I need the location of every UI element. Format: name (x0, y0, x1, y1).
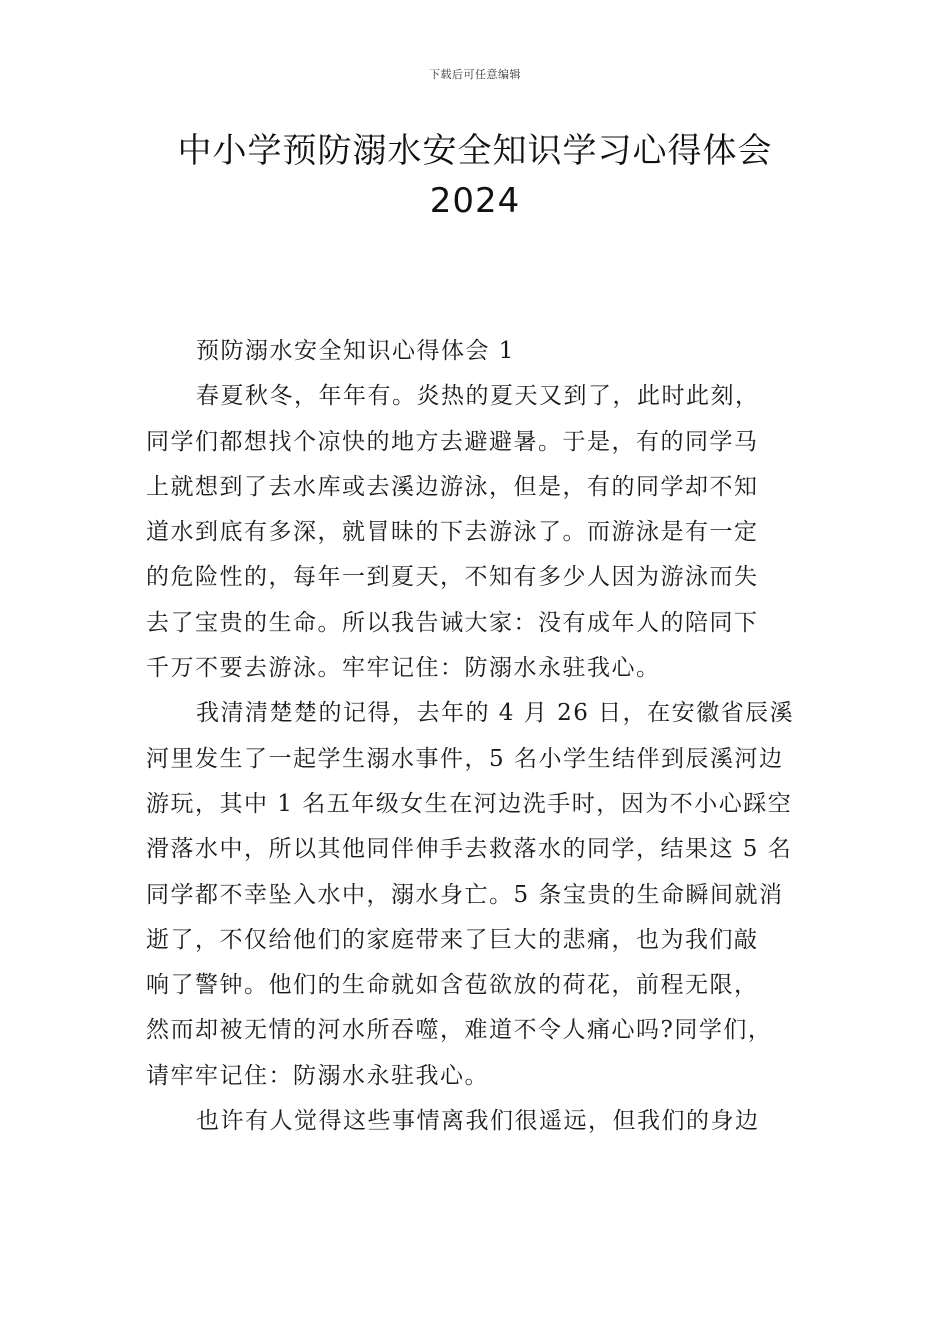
title-line: 中小学预防溺水安全知识学习心得体会 (177, 131, 773, 171)
header-note: 下载后可任意编辑 (429, 68, 521, 81)
text-line: 河里发生了一起学生溺水事件，5 名小学生结伴到辰溪河边 (146, 745, 784, 772)
text-line: 道水到底有多深，就冒昧的下去游泳了。而游泳是有一定 (146, 519, 759, 546)
section-heading: 预防溺水安全知识心得体会 1 (196, 338, 515, 364)
text-line: 也许有人觉得这些事情离我们很遥远，但我们的身边 (196, 1108, 760, 1135)
text-line: 游玩，其中 1 名五年级女生在河边洗手时，因为不小心踩空 (146, 790, 793, 817)
body-text (146, 329, 806, 1144)
text-line: 我清清楚楚的记得，去年的 4 月 26 日，在安徽省辰溪 (196, 700, 795, 727)
text-line: 去了宝贵的生命。所以我告诫大家：没有成年人的陪同下 (146, 609, 759, 636)
document-title (0, 126, 950, 226)
text-line: 的危险性的，每年一到夏天，不知有多少人因为游泳而失 (146, 564, 759, 591)
title-year: 2024 (429, 181, 521, 221)
text-line: 同学们都想找个凉快的地方去避避暑。于是，有的同学马 (146, 428, 759, 455)
text-line: 滑落水中，所以其他同伴伸手去救落水的同学，结果这 5 名 (146, 836, 793, 863)
text-line: 上就想到了去水库或去溪边游泳，但是，有的同学却不知 (146, 473, 759, 500)
text-line: 然而却被无情的河水所吞噬，难道不令人痛心吗?同学们， (146, 1017, 773, 1044)
text-line: 同学都不幸坠入水中，溺水身亡。5 条宝贵的生命瞬间就消 (146, 881, 784, 908)
text-line: 请牢牢记住：防溺水永驻我心。 (146, 1062, 489, 1089)
text-line: 春夏秋冬，年年有。炎热的夏天又到了，此时此刻， (196, 383, 760, 410)
text-line: 千万不要去游泳。牢牢记住：防溺水永驻我心。 (146, 655, 661, 682)
text-line: 逝了，不仅给他们的家庭带来了巨大的悲痛，也为我们敲 (146, 926, 759, 953)
text-line: 响了警钟。他们的生命就如含苞欲放的荷花，前程无限， (146, 972, 759, 999)
